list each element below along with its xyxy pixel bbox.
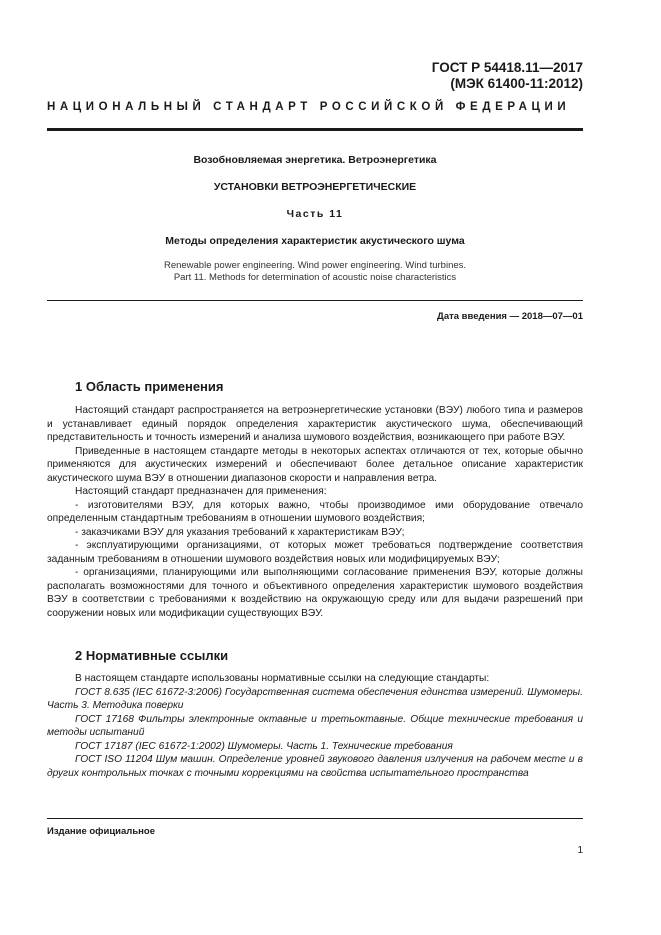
section-1-paragraph-3: Настоящий стандарт предназначен для применения: xyxy=(75,486,327,497)
page-number: 1 xyxy=(577,845,583,856)
section-2-intro: В настоящем стандарте использованы нормативные ссылки на следующие стандарты: xyxy=(75,673,490,684)
subtitle: Методы определения характеристик акустического шума xyxy=(165,235,465,247)
reference-item: ГОСТ 8.635 (IEC 61672-3:2006) Государственная система обеспечения единства измерений. Шумомеры. Часть 3. Методика поверки xyxy=(47,686,583,711)
standard-number: ГОСТ Р 54418.11—2017 xyxy=(431,60,583,75)
english-title-line-2: Part 11. Methods for determination of acoustic noise characteristics xyxy=(173,272,457,283)
reference-item: ГОСТ 17187 (IEC 61672-1:2002) Шумомеры. Часть 1. Технические требования xyxy=(75,740,453,752)
section-1-paragraph-2: Приведенные в настоящем стандарте методы в некоторых аспектах отличаются от тех, которые обычно применяются для акустических измерений и обеспечивают более детальное описание характеристик акустического шума ВЭУ в отношении диапазонов скорости и направления ветра. xyxy=(47,445,583,484)
part-title: Часть 11 xyxy=(286,208,344,220)
english-title xyxy=(47,260,583,284)
list-item: - организациями, планирующими или выполняющими согласование применения ВЭУ, которые должны располагать возможностями для точного и объективного определения характеристик шумового воздействия ВЭУ в соответствии с требованиями к воздействию на окружающую среду или для выдачи разрешений при сооружении новых или модификации существующих ВЭУ. xyxy=(47,567,583,619)
iec-number: (МЭК 61400-11:2012) xyxy=(450,76,583,91)
section-1-body xyxy=(47,404,583,620)
title-line-2: УСТАНОВКИ ВЕТРОЭНЕРГЕТИЧЕСКИЕ xyxy=(213,181,417,193)
footer-divider xyxy=(47,818,583,819)
english-title-line-1: Renewable power engineering. Wind power engineering. Wind turbines. xyxy=(163,260,467,271)
introduction-date: Дата введения — 2018—07—01 xyxy=(437,311,583,322)
official-edition-label: Издание официальное xyxy=(47,826,155,837)
standard-designation xyxy=(432,60,583,92)
national-standard-title: НАЦИОНАЛЬНЫЙ СТАНДАРТ РОССИЙСКОЙ ФЕДЕРАЦИИ xyxy=(47,101,571,113)
reference-item: ГОСТ ISO 11204 Шум машин. Определение уровней звукового давления излучения на рабочем месте и в других контрольных точках с точными коррекциями на свойства испытательного пространства xyxy=(47,754,583,779)
header-divider xyxy=(47,128,583,131)
title-divider xyxy=(47,300,583,301)
list-item: - эксплуатирующими организациями, от которых может требоваться подтверждение соответствия заданным требованиям в отношении шумового воздействия новых или модифицируемых ВЭУ; xyxy=(47,540,583,565)
list-item: - заказчиками ВЭУ для указания требований к характеристикам ВЭУ; xyxy=(75,526,405,538)
list-item: - изготовителями ВЭУ, для которых важно, чтобы производимое ими оборудование отвечало определенным стандартным требованиям в отношении шумового воздействия; xyxy=(47,499,583,524)
section-2-heading: 2 Нормативные ссылки xyxy=(75,648,229,663)
section-2-body xyxy=(47,672,583,780)
title-line-1: Возобновляемая энергетика. Ветроэнергетика xyxy=(193,154,437,166)
reference-item: ГОСТ 17168 Фильтры электронные октавные и третьоктавные. Общие технические требования и методы испытаний xyxy=(47,713,583,738)
section-1-paragraph-1: Настоящий стандарт распространяется на ветроэнергетические установки (ВЭУ) любого типа и размеров и устанавливает единый порядок определения характеристик акустического шума, обеспечивающий представительность и точность измерений и анализа шумового воздействия, возникающего при работе ВЭУ. xyxy=(47,405,583,443)
section-1-heading: 1 Область применения xyxy=(75,379,224,394)
